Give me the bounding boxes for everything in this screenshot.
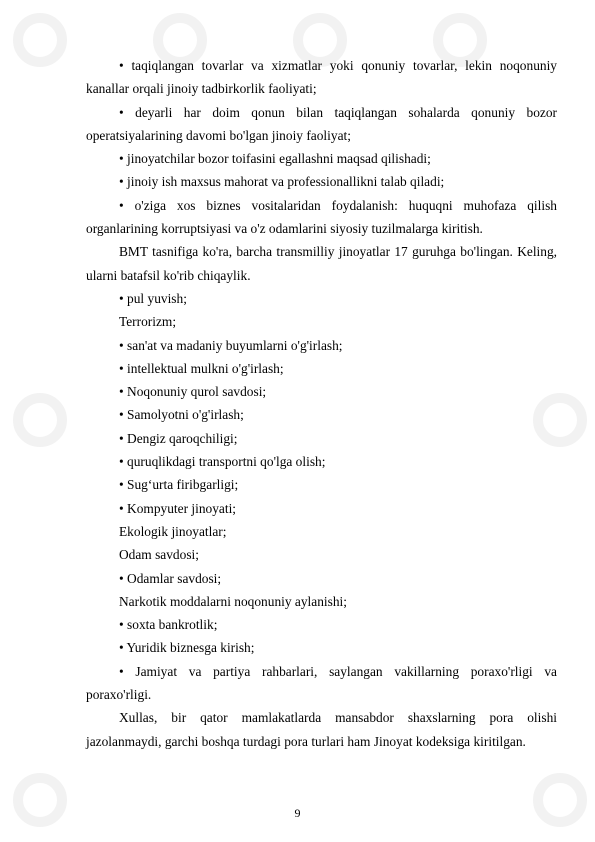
paragraph: • jinoyatchilar bozor toifasini egallashni maqsad qilishadi;	[119, 151, 431, 167]
paragraph: Xullas, bir qator mamlakatlarda mansabdor shaxslarning pora olishi jazolanmaydi, garchi boshqa turdagi pora turlari ham Jinoyat kodeksiga kiritilgan.	[86, 710, 557, 749]
paragraph: • o'ziga xos biznes vositalaridan foydalanish: huquqni muhofaza qilish organlarining korruptsiyasi va o'z odamlarini siyosiy tuzilmalarga kiritish.	[86, 197, 557, 237]
paragraph: • taqiqlangan tovarlar va xizmatlar yoki qonuniy tovarlar, lekin noqonuniy kanallar orqali jinoiy tadbirkorlik faoliyati;	[86, 58, 557, 97]
list-item: • Kompyuter jinoyati;	[119, 500, 237, 516]
list-item: • quruqlikdagi transportni qo'lga olish;	[119, 454, 326, 470]
page-number: 9	[294, 806, 301, 820]
list-item: • Samolyotni o'g'irlash;	[119, 407, 244, 423]
list-item: Terrorizm;	[119, 314, 177, 330]
list-item: • intellektual mulkni o'g'irlash;	[119, 360, 284, 376]
paragraph: • jinoiy ish maxsus mahorat va professionallikni talab qiladi;	[119, 174, 445, 190]
document-body	[86, 54, 557, 753]
list-item: • Sug‘urta firibgarligi;	[119, 477, 239, 493]
list-item: • Dengiz qaroqchiligi;	[119, 430, 238, 446]
list-item: Odam savdosi;	[119, 547, 199, 563]
list-item: • san'at va madaniy buyumlarni o'g'irlash;	[119, 337, 343, 353]
paragraph: BMT tasnifiga ko'ra, barcha transmilliy jinoyatlar 17 guruhga bo'lingan. Keling, ularni batafsil ko'rib chiqaylik.	[86, 244, 557, 283]
list-item: • soxta bankrotlik;	[119, 617, 218, 633]
list-item: • Odamlar savdosi;	[119, 570, 222, 586]
list-item: • pul yuvish;	[119, 290, 187, 306]
list-item: • Noqonuniy qurol savdosi;	[119, 384, 267, 400]
list-item: • Yuridik biznesga kirish;	[119, 640, 255, 656]
list-item: Ekologik jinoyatlar;	[119, 523, 227, 539]
paragraph: • deyarli har doim qonun bilan taqiqlangan sohalarda qonuniy bozor operatsiyalarining davomi bo'lgan jinoiy faoliyat;	[86, 104, 557, 143]
list-item: • Jamiyat va partiya rahbarlari, saylangan vakillarning poraxo'rligi va poraxo'rligi.	[86, 663, 557, 703]
list-item: Narkotik moddalarni noqonuniy aylanishi;	[119, 593, 347, 609]
